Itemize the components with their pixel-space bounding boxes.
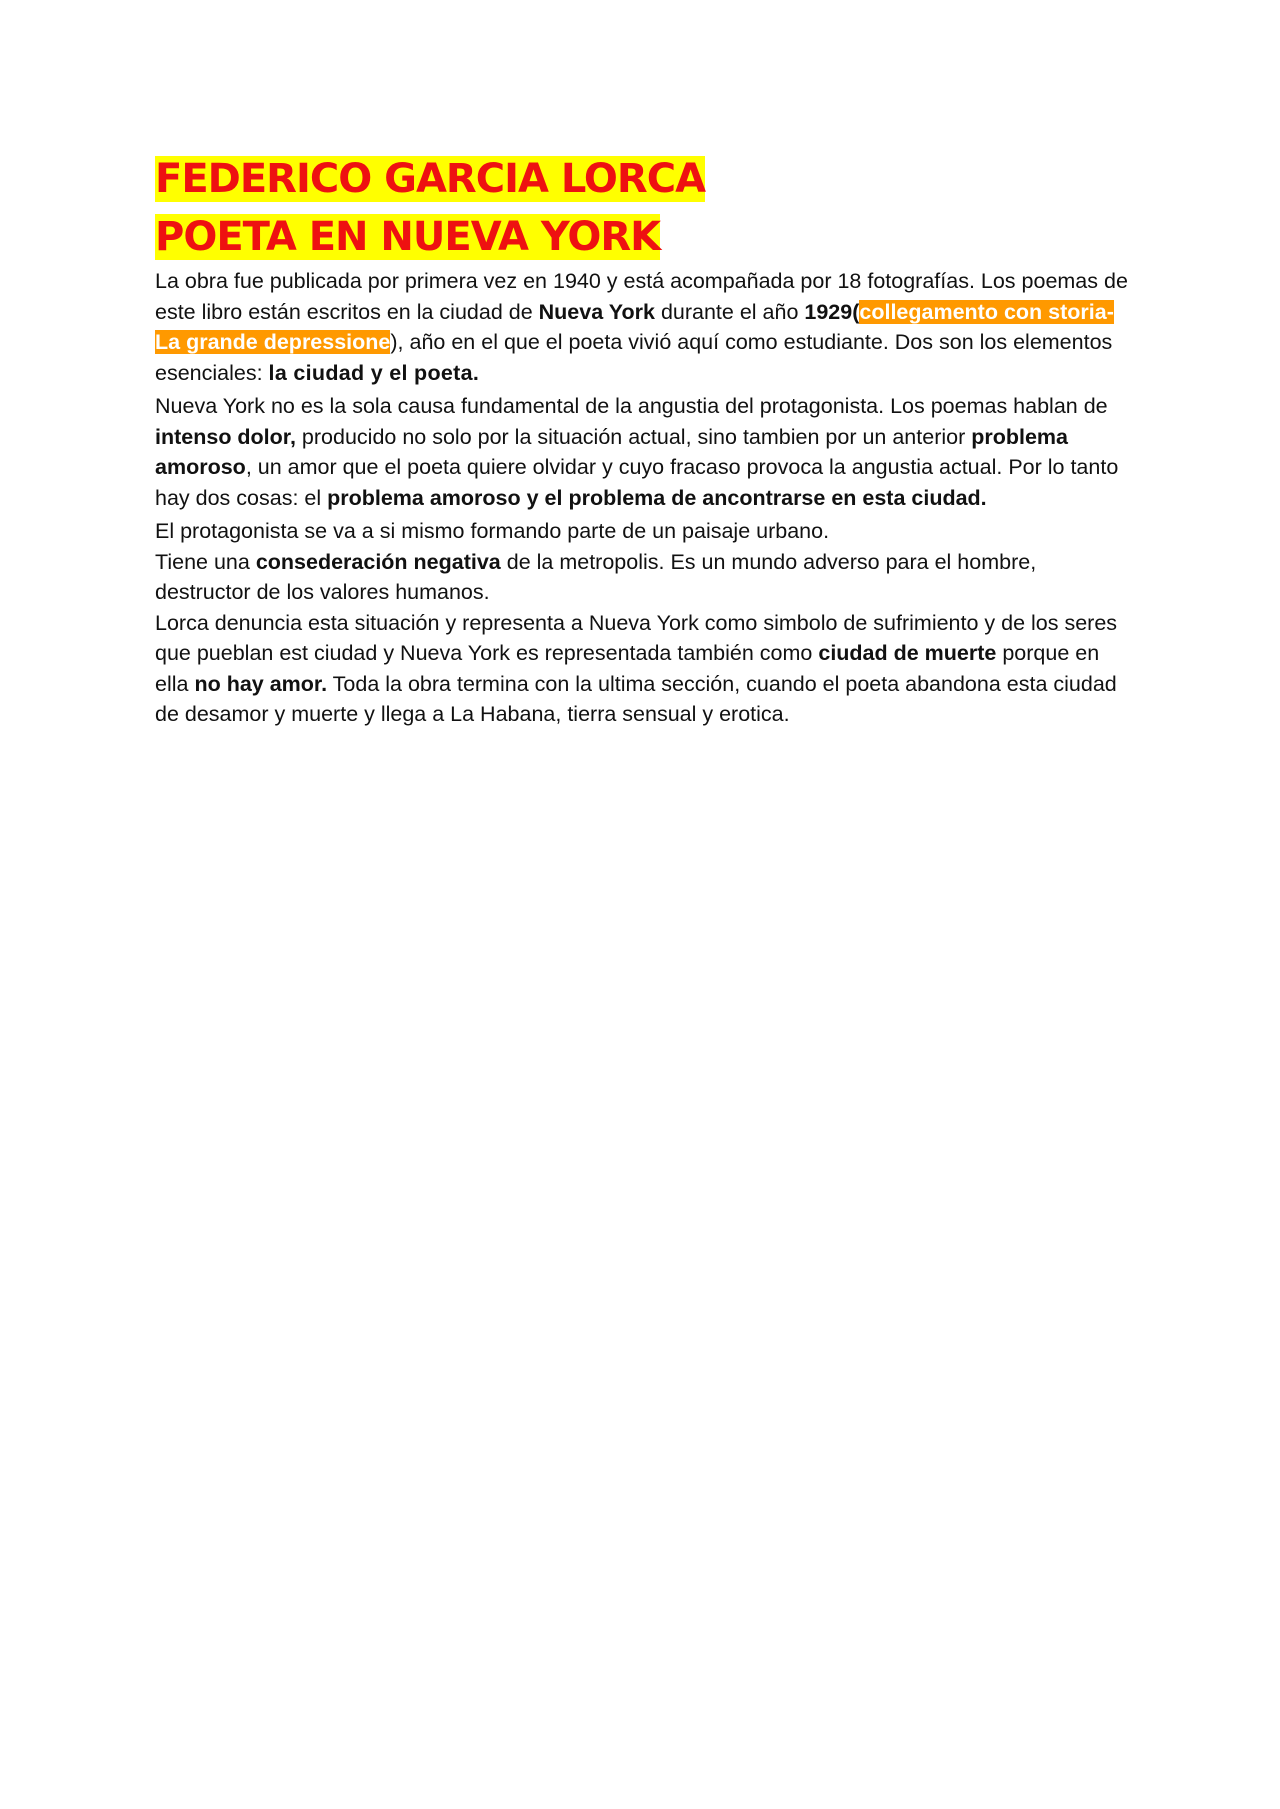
p2-text-2: producido no solo por la situación actual, sino tambien por un anterior xyxy=(295,424,972,449)
p1-bold-nueva-york: Nueva York xyxy=(538,299,655,324)
p4-text-1: Tiene una xyxy=(155,549,256,574)
p5-text-3: Toda la obra termina con la ultima sección, cuando el poeta abandona esta ciudad de desamor y muerte y llega a La Habana, tierra sensual y erotica. xyxy=(155,671,1117,726)
title-line-1: FEDERICO GARCIA LORCA xyxy=(155,156,706,202)
paragraph-denuncia xyxy=(155,608,1135,730)
p5-bold-ciudad-muerte: ciudad de muerte xyxy=(818,641,997,665)
p4-bold-negativa: consederación negativa xyxy=(255,549,501,574)
p1-bold-elements: la ciudad y el poeta. xyxy=(268,360,480,385)
p1-bold-year: 1929( xyxy=(804,299,860,324)
p2-text-3: , un amor que el poeta quiere olvidar y cuyo fracaso provoca la angustia actual. Por lo tanto hay dos cosas: el xyxy=(155,455,1119,510)
title-line-2: POETA EN NUEVA YORK xyxy=(155,214,661,260)
document-page xyxy=(155,150,1135,730)
p2-bold-dolor: intenso dolor, xyxy=(155,424,296,449)
paragraph-metropolis xyxy=(155,547,1135,608)
paragraph-paisaje xyxy=(155,516,1135,547)
p5-bold-no-amor: no hay amor. xyxy=(194,671,328,696)
paragraph-publication xyxy=(155,266,1135,388)
p1-text-3: ), año en el que el poeta vivió aquí como estudiante. Dos son los elementos esenciales: xyxy=(155,330,1113,385)
p1-highlight-history-link: collegamento con storia- La grande depressione xyxy=(155,299,1114,354)
p2-bold-two-problems: problema amoroso y el problema de ancontrarse en esta ciudad. xyxy=(327,485,987,510)
document-title xyxy=(155,150,1135,266)
p1-text-1: La obra fue publicada por primera vez en 1940 y está acompañada por 18 fotografías. Los poemas de este libro están escritos en la ciudad de xyxy=(155,269,1128,324)
p1-text-2: durante el año xyxy=(654,299,805,324)
p2-bold-problema: problema amoroso xyxy=(155,424,1069,479)
paragraph-angustia xyxy=(155,391,1135,513)
p5-text-1: Lorca denuncia esta situación y representa a Nueva York como simbolo de sufrimiento y de los seres que pueblan est ciudad y Nueva York es representada también como xyxy=(155,610,1118,665)
p2-text-1: Nueva York no es la sola causa fundamental de la angustia del protagonista. Los poemas hablan de xyxy=(155,394,1108,418)
p3-text-1: El protagonista se va a si mismo formando parte de un paisaje urbano. xyxy=(155,519,830,543)
p5-text-2: porque en ella xyxy=(155,641,1100,696)
p4-text-2: de la metropolis. Es un mundo adverso para el hombre, destructor de los valores humanos. xyxy=(155,549,1037,604)
